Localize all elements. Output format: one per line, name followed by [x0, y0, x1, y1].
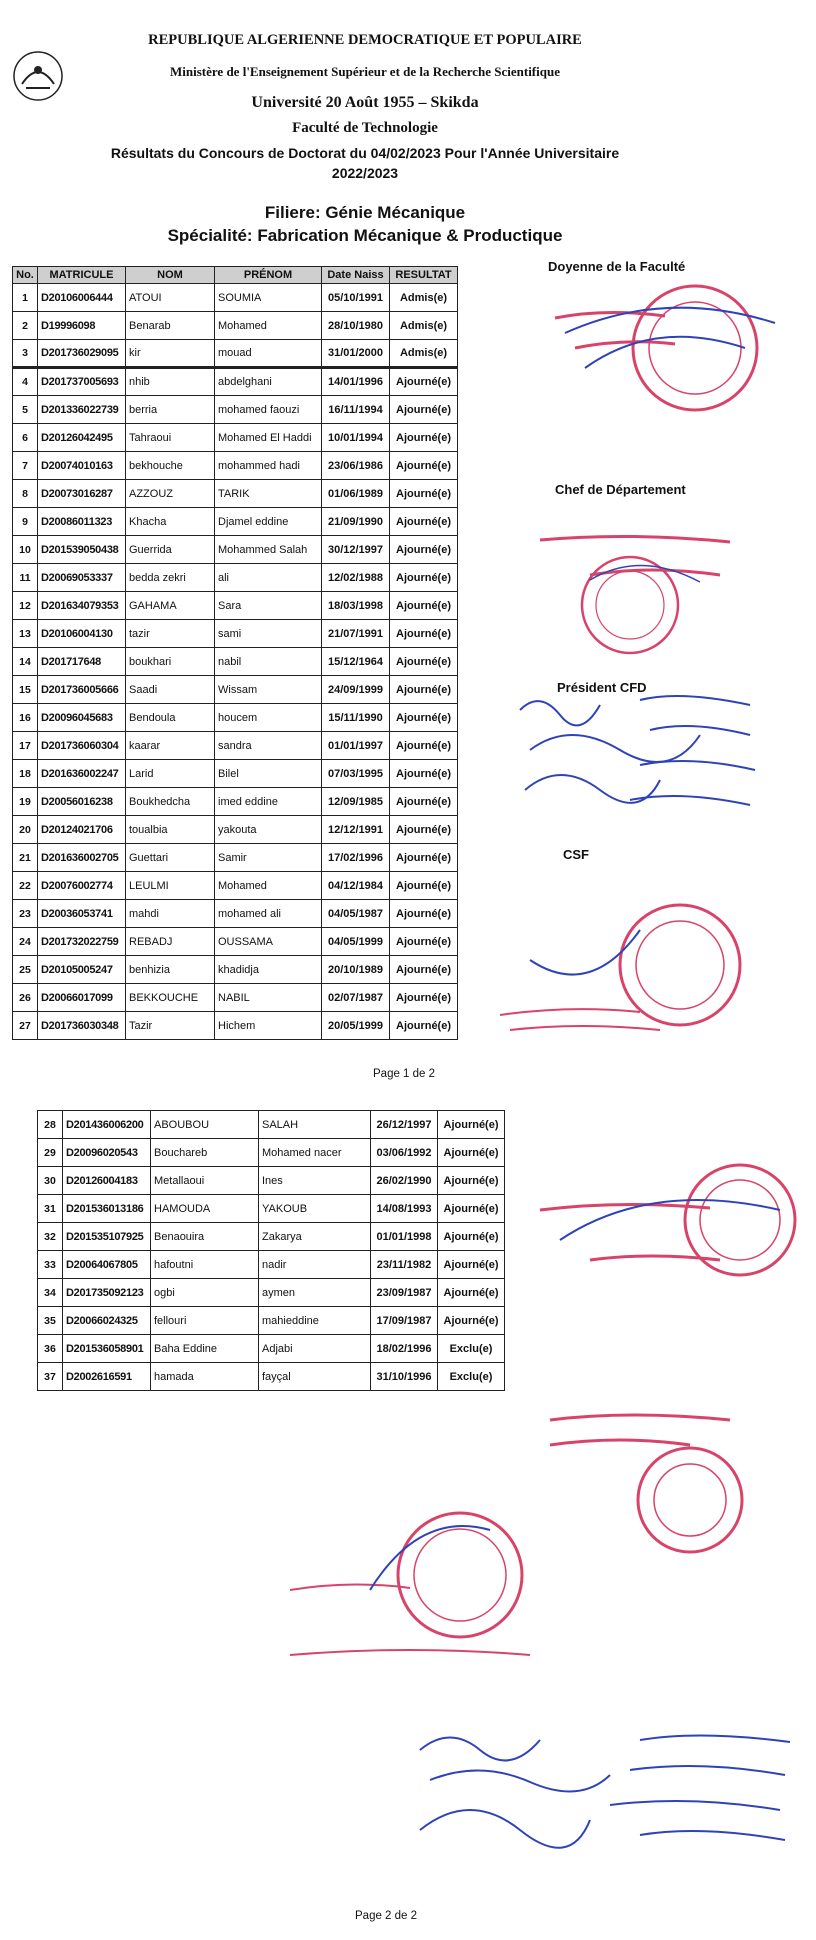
row-number: 14: [13, 648, 38, 676]
table-row: [13, 704, 458, 732]
row-nom: Guerrida: [126, 536, 215, 564]
header-nom: NOM: [126, 267, 215, 284]
row-nom: Tahraoui: [126, 424, 215, 452]
row-date: 23/09/1987: [371, 1279, 438, 1307]
row-matricule: D201535107925: [63, 1223, 151, 1251]
table-row: [38, 1279, 505, 1307]
row-number: 21: [13, 844, 38, 872]
row-prenom: khadidja: [215, 956, 322, 984]
row-matricule: D20126004183: [63, 1167, 151, 1195]
row-date: 20/10/1989: [322, 956, 390, 984]
row-matricule: D201736060304: [38, 732, 126, 760]
header-date: Date Naiss: [322, 267, 390, 284]
row-prenom: Mohamed nacer: [259, 1139, 371, 1167]
row-resultat: Admis(e): [390, 340, 458, 368]
row-date: 12/12/1991: [322, 816, 390, 844]
row-matricule: D20086011323: [38, 508, 126, 536]
row-nom: Boukhedcha: [126, 788, 215, 816]
table-row: [13, 368, 458, 396]
row-resultat: Ajourné(e): [390, 676, 458, 704]
row-prenom: ali: [215, 564, 322, 592]
row-resultat: Ajourné(e): [438, 1307, 505, 1335]
row-date: 15/11/1990: [322, 704, 390, 732]
row-prenom: aymen: [259, 1279, 371, 1307]
row-number: 1: [13, 284, 38, 312]
row-matricule: D20096045683: [38, 704, 126, 732]
row-nom: toualbia: [126, 816, 215, 844]
row-number: 26: [13, 984, 38, 1012]
row-number: 28: [38, 1111, 63, 1139]
row-resultat: Ajourné(e): [390, 564, 458, 592]
row-date: 21/09/1990: [322, 508, 390, 536]
faculty-title: Faculté de Technologie: [292, 120, 438, 136]
row-matricule: D20069053337: [38, 564, 126, 592]
row-prenom: nabil: [215, 648, 322, 676]
row-number: 4: [13, 368, 38, 396]
row-matricule: D20105005247: [38, 956, 126, 984]
row-date: 01/06/1989: [322, 480, 390, 508]
row-number: 20: [13, 816, 38, 844]
row-nom: berria: [126, 396, 215, 424]
csf-stamp-page2: [290, 1500, 590, 1680]
row-resultat: Ajourné(e): [390, 536, 458, 564]
results-title-line2: 2022/2023: [331, 165, 399, 181]
row-resultat: Ajourné(e): [390, 900, 458, 928]
table-row: [13, 872, 458, 900]
row-date: 31/10/1996: [371, 1363, 438, 1391]
cfd-signatures: [510, 680, 770, 840]
row-nom: BEKKOUCHE: [126, 984, 215, 1012]
row-date: 26/12/1997: [371, 1111, 438, 1139]
row-resultat: Ajourné(e): [438, 1223, 505, 1251]
row-matricule: D201636002247: [38, 760, 126, 788]
row-number: 3: [13, 340, 38, 368]
row-date: 18/03/1998: [322, 592, 390, 620]
table-row: [38, 1335, 505, 1363]
row-number: 25: [13, 956, 38, 984]
row-resultat: Ajourné(e): [390, 816, 458, 844]
row-matricule: D20124021706: [38, 816, 126, 844]
row-number: 2: [13, 312, 38, 340]
row-prenom: mohamed faouzi: [215, 396, 322, 424]
row-prenom: Samir: [215, 844, 322, 872]
filiere-title: Filiere: Génie Mécanique: [264, 203, 466, 222]
row-number: 16: [13, 704, 38, 732]
row-resultat: Ajourné(e): [390, 788, 458, 816]
row-date: 05/10/1991: [322, 284, 390, 312]
row-resultat: Ajourné(e): [390, 984, 458, 1012]
doyenne-label: Doyenne de la Faculté: [548, 259, 686, 274]
row-matricule: D201717648: [38, 648, 126, 676]
results-title-line1: Résultats du Concours de Doctorat du 04/02/2023 Pour l'Année Universitaire: [110, 145, 620, 161]
row-number: 15: [13, 676, 38, 704]
header-matricule: MATRICULE: [38, 267, 126, 284]
row-nom: bedda zekri: [126, 564, 215, 592]
table-row: [13, 900, 458, 928]
row-prenom: imed eddine: [215, 788, 322, 816]
row-number: 27: [13, 1012, 38, 1040]
row-nom: kir: [126, 340, 215, 368]
row-matricule: D20056016238: [38, 788, 126, 816]
table-row: [38, 1307, 505, 1335]
university-title: Université 20 Août 1955 – Skikda: [251, 94, 479, 111]
row-number: 18: [13, 760, 38, 788]
table-row: [13, 956, 458, 984]
row-resultat: Ajourné(e): [390, 648, 458, 676]
row-date: 17/02/1996: [322, 844, 390, 872]
row-matricule: D201736030348: [38, 1012, 126, 1040]
row-resultat: Ajourné(e): [438, 1139, 505, 1167]
row-matricule: D20074010163: [38, 452, 126, 480]
row-nom: Bouchareb: [151, 1139, 259, 1167]
row-matricule: D201436006200: [63, 1111, 151, 1139]
row-resultat: Ajourné(e): [390, 396, 458, 424]
row-prenom: OUSSAMA: [215, 928, 322, 956]
table-row: [13, 788, 458, 816]
row-number: 23: [13, 900, 38, 928]
row-prenom: Sara: [215, 592, 322, 620]
row-number: 22: [13, 872, 38, 900]
csf-label: CSF: [563, 847, 589, 862]
row-nom: REBADJ: [126, 928, 215, 956]
page-number-2: Page 2 de 2: [355, 1910, 418, 1922]
row-resultat: Ajourné(e): [438, 1195, 505, 1223]
table-row: [13, 536, 458, 564]
row-date: 01/01/1998: [371, 1223, 438, 1251]
row-nom: Larid: [126, 760, 215, 788]
row-nom: Benarab: [126, 312, 215, 340]
row-matricule: D20073016287: [38, 480, 126, 508]
row-prenom: yakouta: [215, 816, 322, 844]
row-date: 15/12/1964: [322, 648, 390, 676]
table-row: [13, 452, 458, 480]
row-nom: GAHAMA: [126, 592, 215, 620]
row-number: 30: [38, 1167, 63, 1195]
row-nom: AZZOUZ: [126, 480, 215, 508]
row-prenom: TARIK: [215, 480, 322, 508]
row-prenom: mohammed hadi: [215, 452, 322, 480]
row-resultat: Ajourné(e): [390, 368, 458, 396]
table-row: [13, 508, 458, 536]
table-row: [13, 396, 458, 424]
row-prenom: houcem: [215, 704, 322, 732]
row-matricule: D201735092123: [63, 1279, 151, 1307]
row-resultat: Ajourné(e): [390, 620, 458, 648]
row-resultat: Ajourné(e): [390, 928, 458, 956]
republic-title: REPUBLIQUE ALGERIENNE DEMOCRATIQUE ET POPULAIRE: [148, 32, 582, 48]
row-matricule: D201536058901: [63, 1335, 151, 1363]
row-resultat: Ajourné(e): [390, 704, 458, 732]
row-date: 18/02/1996: [371, 1335, 438, 1363]
row-prenom: NABIL: [215, 984, 322, 1012]
row-matricule: D201634079353: [38, 592, 126, 620]
row-prenom: Hichem: [215, 1012, 322, 1040]
row-resultat: Ajourné(e): [438, 1251, 505, 1279]
row-date: 14/01/1996: [322, 368, 390, 396]
table-row: [13, 928, 458, 956]
csf-stamp: [490, 900, 770, 1060]
row-number: 17: [13, 732, 38, 760]
table-row: [13, 340, 458, 368]
row-nom: Metallaoui: [151, 1167, 259, 1195]
row-date: 24/09/1999: [322, 676, 390, 704]
row-resultat: Ajourné(e): [390, 452, 458, 480]
row-nom: fellouri: [151, 1307, 259, 1335]
row-matricule: D2002616591: [63, 1363, 151, 1391]
row-matricule: D201736005666: [38, 676, 126, 704]
table-row: [13, 1012, 458, 1040]
row-nom: Benaouira: [151, 1223, 259, 1251]
row-prenom: Wissam: [215, 676, 322, 704]
row-matricule: D201736029095: [38, 340, 126, 368]
header-prenom: PRÉNOM: [215, 267, 322, 284]
header-resultat: RESULTAT: [390, 267, 458, 284]
row-date: 23/11/1982: [371, 1251, 438, 1279]
row-matricule: D20096020543: [63, 1139, 151, 1167]
row-nom: ogbi: [151, 1279, 259, 1307]
row-matricule: D201737005693: [38, 368, 126, 396]
row-prenom: Bilel: [215, 760, 322, 788]
row-date: 12/02/1988: [322, 564, 390, 592]
faculty-dean-stamp-page2: [530, 1160, 800, 1300]
table-row: [13, 312, 458, 340]
row-matricule: D201536013186: [63, 1195, 151, 1223]
table-row: [38, 1251, 505, 1279]
row-date: 28/10/1980: [322, 312, 390, 340]
row-resultat: Ajourné(e): [390, 872, 458, 900]
specialite-title: Spécialité: Fabrication Mécanique & Productique: [167, 226, 563, 245]
row-nom: nhib: [126, 368, 215, 396]
row-number: 34: [38, 1279, 63, 1307]
row-nom: Tazir: [126, 1012, 215, 1040]
row-matricule: D20064067805: [63, 1251, 151, 1279]
row-nom: Baha Eddine: [151, 1335, 259, 1363]
row-number: 37: [38, 1363, 63, 1391]
row-matricule: D19996098: [38, 312, 126, 340]
row-number: 31: [38, 1195, 63, 1223]
row-nom: Bendoula: [126, 704, 215, 732]
row-matricule: D20126042495: [38, 424, 126, 452]
row-date: 26/02/1990: [371, 1167, 438, 1195]
row-date: 10/01/1994: [322, 424, 390, 452]
table-row: [38, 1363, 505, 1391]
row-resultat: Ajourné(e): [390, 1012, 458, 1040]
row-resultat: Ajourné(e): [390, 508, 458, 536]
row-resultat: Exclu(e): [438, 1363, 505, 1391]
row-resultat: Ajourné(e): [390, 732, 458, 760]
row-number: 32: [38, 1223, 63, 1251]
row-resultat: Ajourné(e): [390, 424, 458, 452]
row-number: 6: [13, 424, 38, 452]
row-nom: bekhouche: [126, 452, 215, 480]
results-table-page1: [12, 266, 458, 1040]
row-number: 12: [13, 592, 38, 620]
row-prenom: sandra: [215, 732, 322, 760]
row-prenom: mouad: [215, 340, 322, 368]
table-row: [13, 816, 458, 844]
row-matricule: D201732022759: [38, 928, 126, 956]
row-number: 10: [13, 536, 38, 564]
table-row: [38, 1195, 505, 1223]
table-row: [13, 480, 458, 508]
row-nom: Guettari: [126, 844, 215, 872]
row-matricule: D20106004130: [38, 620, 126, 648]
row-nom: Khacha: [126, 508, 215, 536]
row-resultat: Ajourné(e): [390, 844, 458, 872]
row-prenom: abdelghani: [215, 368, 322, 396]
table-row: [38, 1223, 505, 1251]
row-nom: hamada: [151, 1363, 259, 1391]
table-row: [13, 676, 458, 704]
row-resultat: Admis(e): [390, 312, 458, 340]
row-matricule: D20066024325: [63, 1307, 151, 1335]
row-resultat: Ajourné(e): [390, 480, 458, 508]
row-number: 11: [13, 564, 38, 592]
row-matricule: D201336022739: [38, 396, 126, 424]
row-prenom: Zakarya: [259, 1223, 371, 1251]
row-number: 19: [13, 788, 38, 816]
row-number: 5: [13, 396, 38, 424]
row-number: 29: [38, 1139, 63, 1167]
page-number-1: Page 1 de 2: [373, 1068, 436, 1080]
row-date: 30/12/1997: [322, 536, 390, 564]
row-resultat: Ajourné(e): [438, 1279, 505, 1307]
cfd-signatures-page2: [410, 1720, 800, 1880]
chef-departement-label: Chef de Département: [555, 482, 686, 497]
row-number: 33: [38, 1251, 63, 1279]
row-nom: ABOUBOU: [151, 1111, 259, 1139]
row-prenom: SOUMIA: [215, 284, 322, 312]
row-prenom: Adjabi: [259, 1335, 371, 1363]
row-nom: hafoutni: [151, 1251, 259, 1279]
row-date: 17/09/1987: [371, 1307, 438, 1335]
row-resultat: Ajourné(e): [438, 1167, 505, 1195]
row-matricule: D201539050438: [38, 536, 126, 564]
row-prenom: YAKOUB: [259, 1195, 371, 1223]
row-date: 01/01/1997: [322, 732, 390, 760]
row-prenom: Ines: [259, 1167, 371, 1195]
row-resultat: Ajourné(e): [438, 1111, 505, 1139]
table-row: [38, 1139, 505, 1167]
row-matricule: D20036053741: [38, 900, 126, 928]
row-prenom: mohamed ali: [215, 900, 322, 928]
row-nom: tazir: [126, 620, 215, 648]
table-row: [13, 732, 458, 760]
row-nom: boukhari: [126, 648, 215, 676]
row-nom: kaarar: [126, 732, 215, 760]
row-date: 31/01/2000: [322, 340, 390, 368]
table-header-row: [13, 267, 458, 284]
row-nom: mahdi: [126, 900, 215, 928]
row-prenom: Djamel eddine: [215, 508, 322, 536]
row-resultat: Ajourné(e): [390, 956, 458, 984]
results-title: [40, 143, 690, 183]
row-prenom: sami: [215, 620, 322, 648]
row-matricule: D20106006444: [38, 284, 126, 312]
president-cfd-label: Président CFD: [557, 680, 647, 695]
row-number: 7: [13, 452, 38, 480]
row-nom: Saadi: [126, 676, 215, 704]
row-prenom: Mohammed Salah: [215, 536, 322, 564]
row-number: 13: [13, 620, 38, 648]
table-row: [13, 620, 458, 648]
row-prenom: Mohamed: [215, 312, 322, 340]
row-date: 21/07/1991: [322, 620, 390, 648]
row-nom: benhizia: [126, 956, 215, 984]
row-number: 24: [13, 928, 38, 956]
row-prenom: Mohamed: [215, 872, 322, 900]
row-date: 04/12/1984: [322, 872, 390, 900]
header-no: No.: [13, 267, 38, 284]
row-number: 36: [38, 1335, 63, 1363]
row-resultat: Ajourné(e): [390, 760, 458, 788]
table-row: [13, 564, 458, 592]
table-row: [13, 760, 458, 788]
row-date: 07/03/1995: [322, 760, 390, 788]
table-row: [38, 1111, 505, 1139]
row-resultat: Ajourné(e): [390, 592, 458, 620]
row-date: 04/05/1987: [322, 900, 390, 928]
row-date: 16/11/1994: [322, 396, 390, 424]
department-head-stamp: [530, 520, 760, 660]
table-row: [13, 984, 458, 1012]
row-resultat: Exclu(e): [438, 1335, 505, 1363]
row-date: 14/08/1993: [371, 1195, 438, 1223]
row-date: 12/09/1985: [322, 788, 390, 816]
row-date: 02/07/1987: [322, 984, 390, 1012]
row-nom: HAMOUDA: [151, 1195, 259, 1223]
table-row: [13, 592, 458, 620]
row-nom: ATOUI: [126, 284, 215, 312]
row-prenom: SALAH: [259, 1111, 371, 1139]
row-prenom: fayçal: [259, 1363, 371, 1391]
row-date: 23/06/1986: [322, 452, 390, 480]
row-nom: LEULMI: [126, 872, 215, 900]
faculty-dean-stamp: [545, 278, 785, 438]
row-resultat: Admis(e): [390, 284, 458, 312]
row-date: 03/06/1992: [371, 1139, 438, 1167]
row-prenom: mahieddine: [259, 1307, 371, 1335]
row-date: 20/05/1999: [322, 1012, 390, 1040]
row-matricule: D20076002774: [38, 872, 126, 900]
row-prenom: nadir: [259, 1251, 371, 1279]
table-row: [13, 424, 458, 452]
results-table-page2: [37, 1110, 505, 1391]
ministry-title: Ministère de l'Enseignement Supérieur et de la Recherche Scientifique: [170, 64, 560, 79]
row-prenom: Mohamed El Haddi: [215, 424, 322, 452]
row-number: 8: [13, 480, 38, 508]
row-matricule: D20066017099: [38, 984, 126, 1012]
table-row: [13, 844, 458, 872]
table-row: [13, 648, 458, 676]
table-row: [38, 1167, 505, 1195]
row-number: 35: [38, 1307, 63, 1335]
row-matricule: D201636002705: [38, 844, 126, 872]
row-date: 04/05/1999: [322, 928, 390, 956]
row-number: 9: [13, 508, 38, 536]
table-row: [13, 284, 458, 312]
